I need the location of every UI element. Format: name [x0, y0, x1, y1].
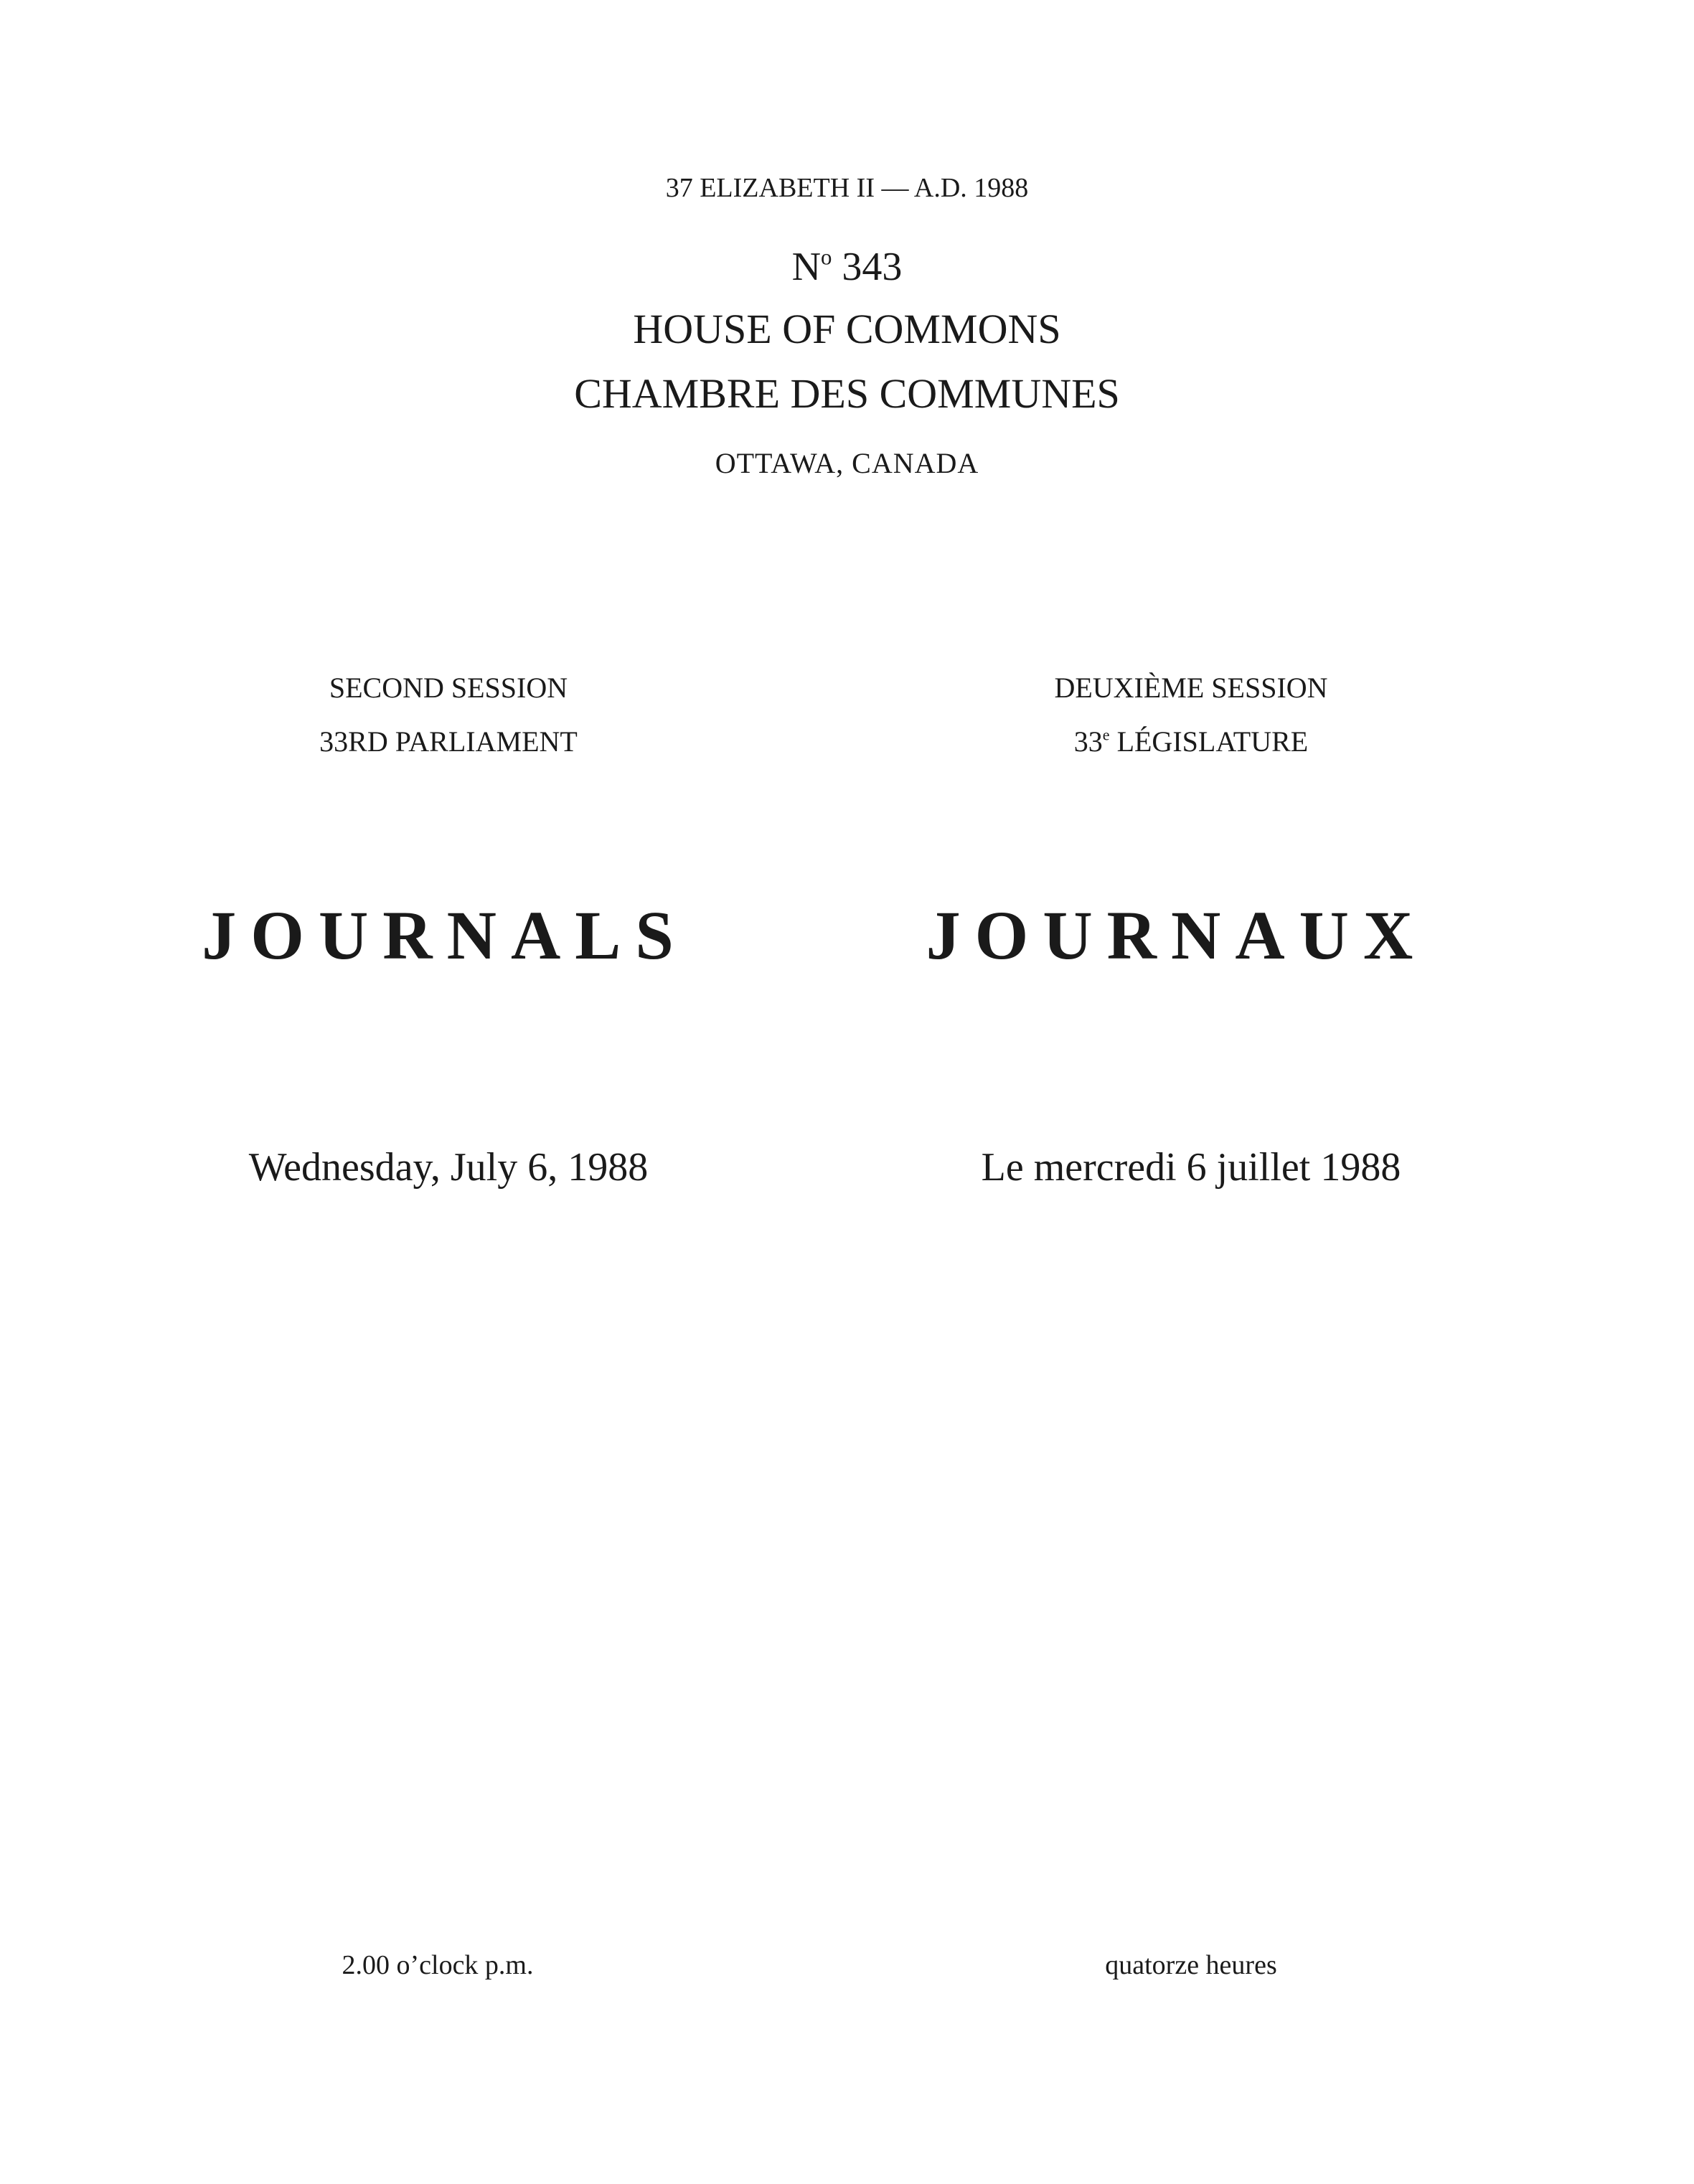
sitting-time-english: 2.00 o’clock p.m.: [342, 1950, 534, 1980]
regnal-year: 37 ELIZABETH II — A.D. 1988: [665, 173, 1029, 203]
parliament-french: [868, 725, 1514, 758]
parliament-french-sup: e: [1102, 725, 1110, 744]
session-english: SECOND SESSION: [329, 672, 568, 704]
parliament-french-number: 33: [1073, 725, 1103, 758]
date-english: Wednesday, July 6, 1988: [248, 1145, 649, 1190]
issue-number-prefix: N: [791, 245, 822, 289]
title-journaux-french: JOURNAUX: [926, 897, 1428, 974]
date-french: Le mercredi 6 juillet 1988: [981, 1145, 1401, 1190]
house-name-english: HOUSE OF COMMONS: [633, 306, 1061, 352]
session-french: DEUXIÈME SESSION: [1054, 672, 1328, 704]
parliament-french-label: LÉGISLATURE: [1109, 725, 1309, 758]
issue-number-value: 343: [832, 245, 903, 289]
issue-number: [0, 244, 1694, 290]
title-journals-english: JOURNALS: [202, 897, 688, 974]
house-name-french: CHAMBRE DES COMMUNES: [574, 370, 1120, 417]
sitting-time-french: quatorze heures: [1105, 1950, 1277, 1980]
issue-number-sup: o: [821, 245, 832, 270]
parliament-english: 33RD PARLIAMENT: [319, 725, 578, 758]
city-location: OTTAWA, CANADA: [715, 447, 979, 479]
